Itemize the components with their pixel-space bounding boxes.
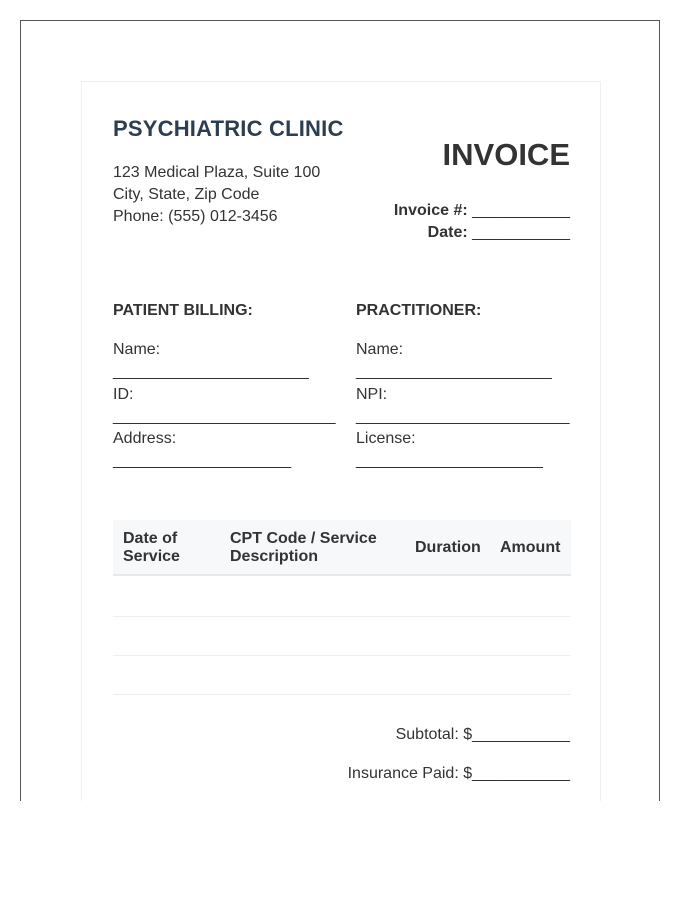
invoice-date-label: Date: [427,224,468,241]
header-date-of-service [123,530,180,566]
invoice-date-row [428,224,570,242]
header-cpt-description [230,530,377,566]
table-row [113,616,571,617]
practitioner-license-label: License: [356,430,416,447]
table-row [113,655,571,656]
practitioner-npi-blank: ________________________ [356,408,570,425]
header-cpt-line1: CPT Code / Service [230,530,377,547]
clinic-name: PSYCHIATRIC CLINIC [113,116,344,141]
patient-id-label: ID: [113,386,134,403]
practitioner-name-label: Name: [356,341,404,358]
clinic-address-line1: 123 Medical Plaza, Suite 100 [113,164,321,181]
practitioner-npi-label: NPI: [356,386,388,403]
header-cpt-line2: Description [230,548,319,565]
header-duration: Duration [415,539,481,556]
patient-name-blank: ______________________ [113,363,309,380]
header-amount: Amount [500,539,561,556]
insurance-paid-row: Insurance Paid: $___________ [347,765,570,782]
invoice-title: INVOICE [442,137,570,172]
services-table-header [113,520,571,576]
clinic-phone: Phone: (555) 012-3456 [113,208,278,225]
practitioner-name-blank: ______________________ [356,363,552,380]
practitioner-heading: PRACTITIONER: [356,302,482,319]
patient-billing-heading: PATIENT BILLING: [113,302,253,319]
patient-address-blank: ____________________ [113,452,291,469]
invoice-sheet [81,81,601,801]
invoice-number-row [394,202,570,220]
table-row [113,694,571,695]
invoice-date-blank: ___________ [467,224,570,241]
clinic-address-line2: City, State, Zip Code [113,186,260,203]
invoice-number-label: Invoice #: [393,202,468,219]
page-frame [20,20,660,801]
subtotal-row: Subtotal: $___________ [395,726,570,743]
practitioner-license-blank: _____________________ [356,452,543,469]
patient-id-blank: _________________________ [113,408,336,425]
header-date-line2: Service [123,548,180,565]
invoice-number-blank: ___________ [467,202,570,219]
patient-address-label: Address: [113,430,177,447]
header-date-line1: Date of [123,530,178,547]
patient-name-label: Name: [113,341,161,358]
